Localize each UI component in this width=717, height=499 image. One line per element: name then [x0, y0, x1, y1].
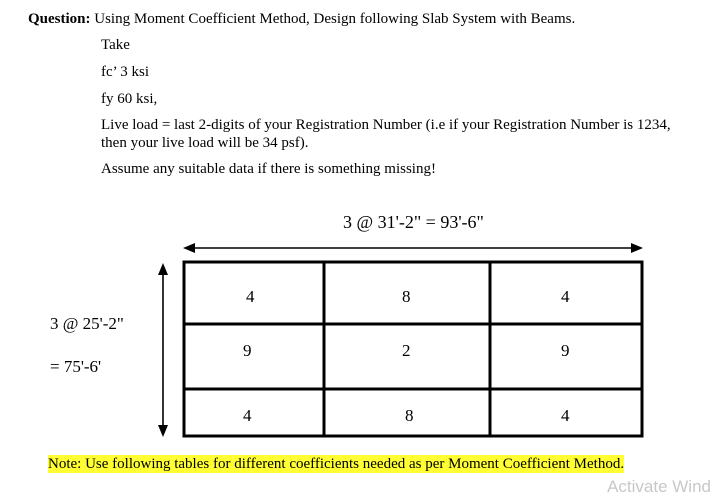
- question-label: Question:: [28, 11, 91, 27]
- take-label: Take: [101, 37, 130, 53]
- live-load-text: Live load = last 2-digits of your Registration Number (i.e if your Registration Number is 1234, then your live load will be 34 psf).: [101, 117, 671, 151]
- fc-value: fc’ 3 ksi: [101, 64, 150, 80]
- cell-r1-c2: 8: [402, 287, 411, 306]
- cell-r1-c3: 4: [561, 287, 570, 306]
- activate-windows-watermark: Activate Wind: [607, 477, 711, 496]
- cell-r2-c2: 2: [402, 341, 411, 360]
- cell-r3-c2: 8: [405, 406, 414, 425]
- horizontal-dimension-arrow: [183, 243, 643, 253]
- horizontal-dimension: 3 @ 31'-2" = 93'-6": [343, 212, 484, 232]
- vertical-dimension-line2: = 75'-6': [50, 357, 102, 376]
- cell-r1-c1: 4: [246, 287, 255, 306]
- slab-case-numbers: [243, 287, 570, 425]
- cell-r3-c1: 4: [243, 406, 252, 425]
- cell-r2-c3: 9: [561, 341, 570, 360]
- vertical-dimension-arrow: [158, 263, 168, 437]
- highlighted-note: Note: Use following tables for different coefficients needed as per Moment Coefficient Method.: [48, 456, 625, 472]
- cell-r2-c1: 9: [243, 341, 252, 360]
- fy-value: fy 60 ksi,: [101, 91, 158, 107]
- question-text: Using Moment Coefficient Method, Design following Slab System with Beams.: [94, 11, 576, 27]
- assume-text: Assume any suitable data if there is something missing!: [101, 161, 436, 177]
- vertical-dimension-line1: 3 @ 25'-2": [50, 314, 124, 333]
- cell-r3-c3: 4: [561, 406, 570, 425]
